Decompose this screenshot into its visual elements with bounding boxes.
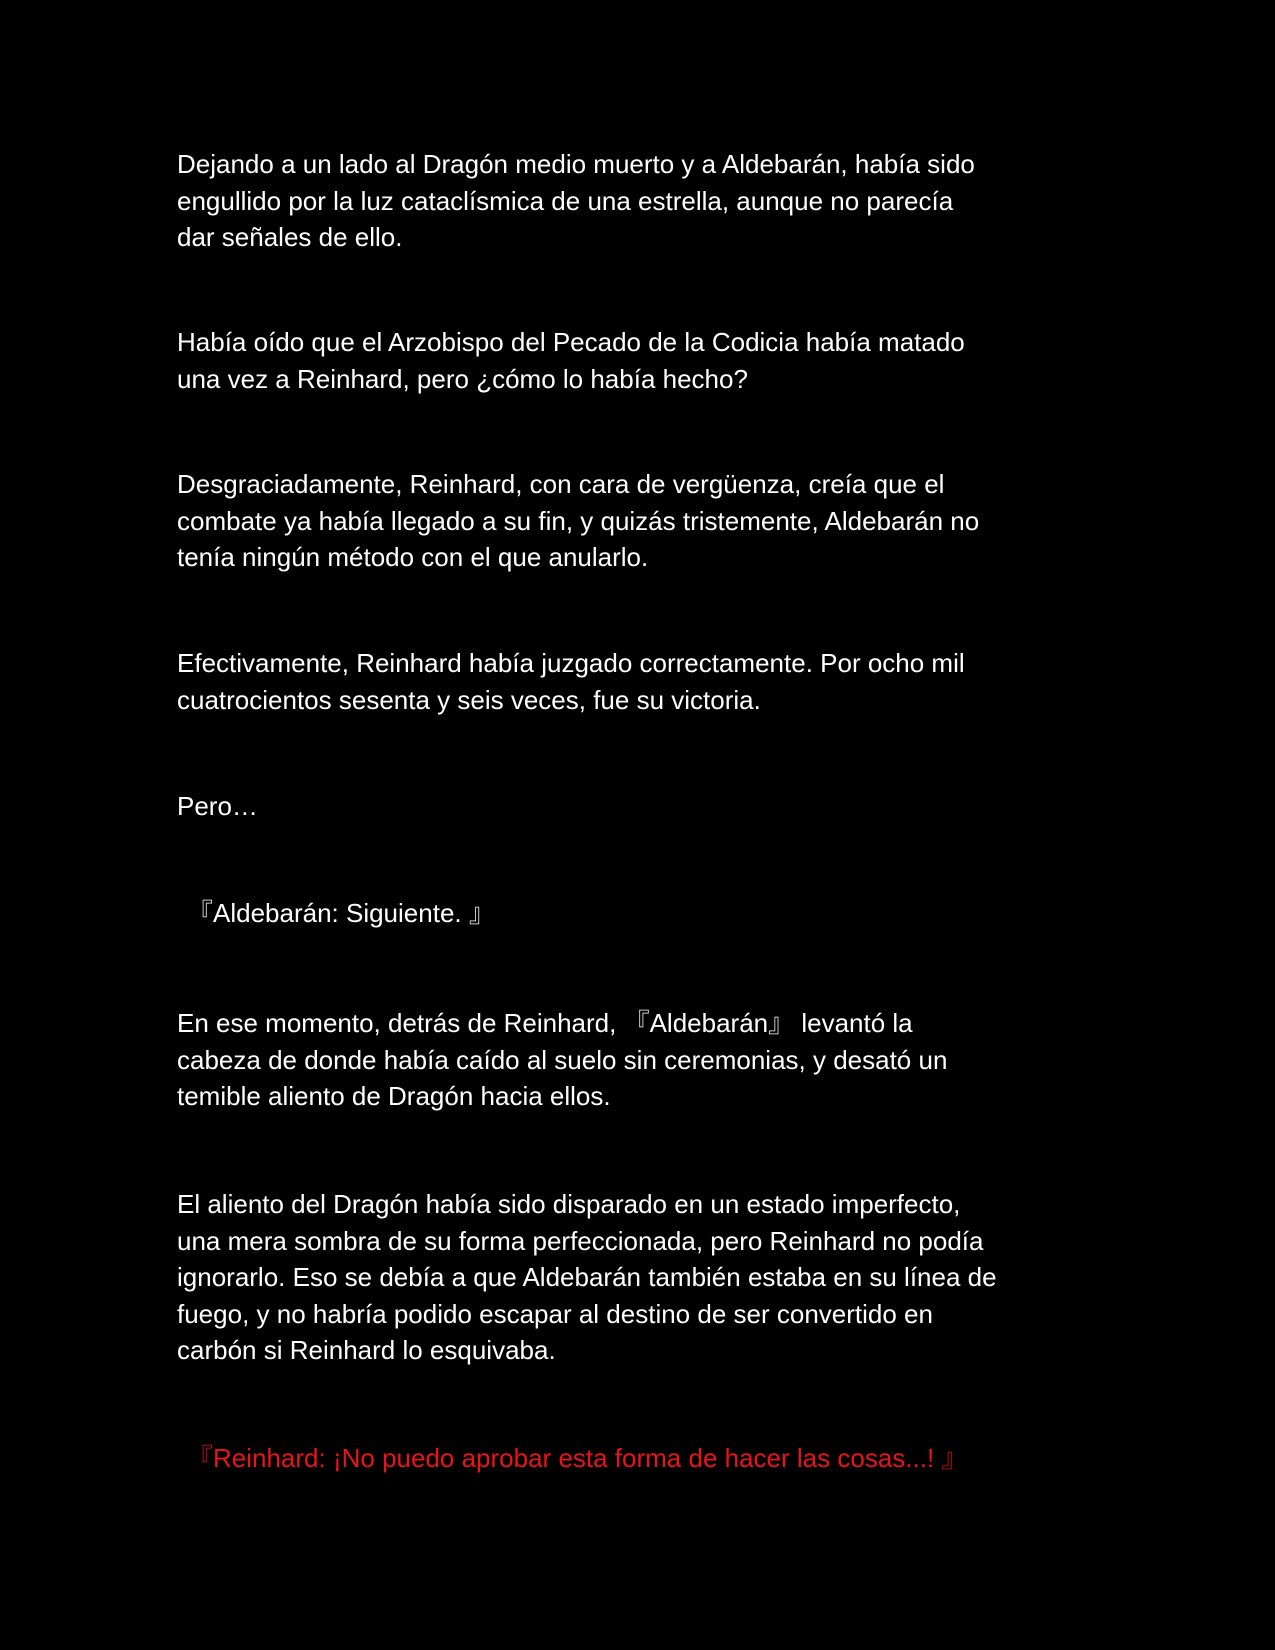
paragraph-narration-5: Pero…	[177, 791, 258, 821]
paragraph-narration-6: En ese momento, detrás de Reinhard, 『Aldebarán』 levantó la cabeza de donde había caído al suelo sin ceremonias, y desató un temible aliento de Dragón hacia ellos.	[177, 1008, 948, 1111]
paragraph-narration-1: Dejando a un lado al Dragón medio muerto y a Aldebarán, había sido engullido por la luz cataclísmica de una estrella, aunque no parecía dar señales de ello.	[177, 149, 975, 252]
dialogue-reinhard: 『Reinhard: ¡No puedo aprobar esta forma de hacer las cosas...! 』	[187, 1443, 968, 1473]
paragraph-narration-7: El aliento del Dragón había sido disparado en un estado imperfecto, una mera sombra de su forma perfeccionada, pero Reinhard no podía ignorarlo. Eso se debía a que Aldebarán también estaba en su línea de fuego, y no habría podido escapar al destino de ser convertido en carbón si Reinhard lo esquivaba.	[177, 1189, 997, 1365]
paragraph-narration-3: Desgraciadamente, Reinhard, con cara de vergüenza, creía que el combate ya había llegado a su fin, y quizás tristemente, Aldebarán no tenía ningún método con el que anularlo.	[177, 469, 980, 572]
dialogue-aldebaran: 『Aldebarán: Siguiente. 』	[187, 898, 495, 928]
paragraph-narration-4: Efectivamente, Reinhard había juzgado correctamente. Por ocho mil cuatrocientos sesenta y seis veces, fue su victoria.	[177, 648, 965, 715]
paragraph-narration-2: Había oído que el Arzobispo del Pecado de la Codicia había matado una vez a Reinhard, pero ¿cómo lo había hecho?	[177, 327, 965, 394]
